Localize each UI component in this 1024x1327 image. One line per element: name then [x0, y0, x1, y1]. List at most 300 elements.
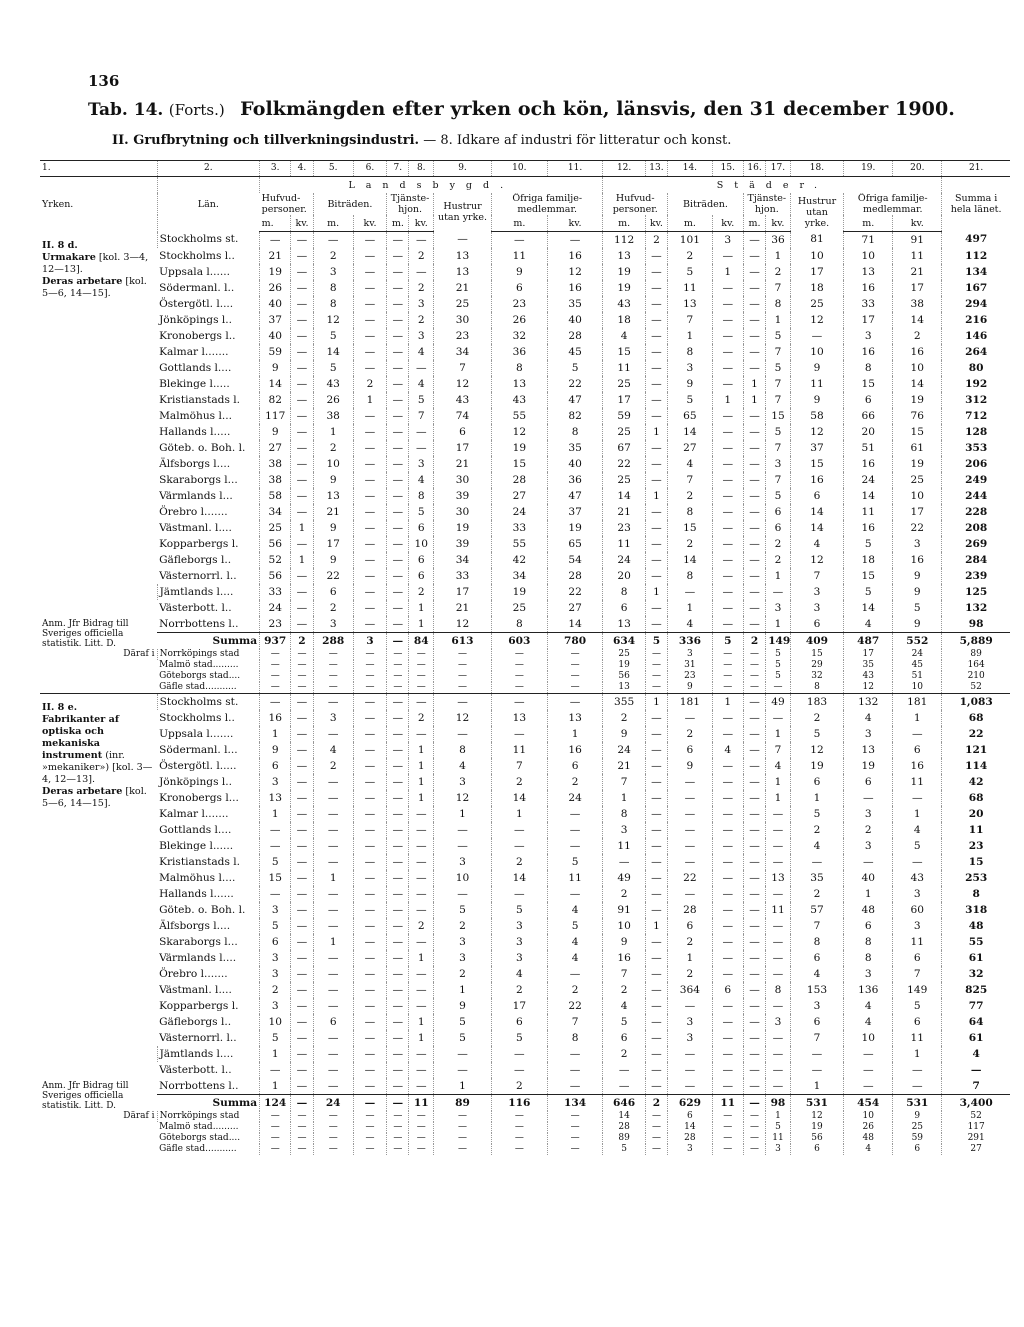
- cell-value: 4: [790, 966, 844, 982]
- cell-value: 291: [942, 1133, 1010, 1144]
- cell-value: —: [353, 998, 386, 1014]
- cell-value: 6: [766, 520, 791, 536]
- cell-value: 1: [260, 726, 291, 742]
- cell-value: —: [387, 1014, 409, 1030]
- stader-hufvudpersoner-header: Hufvud-personer.: [603, 193, 668, 215]
- cell-value: —: [547, 660, 603, 671]
- cell-value: —: [712, 1144, 743, 1155]
- cell-value: 34: [434, 552, 492, 568]
- header-m: m.: [668, 215, 713, 232]
- cell-value: —: [668, 854, 713, 870]
- cell-value: 17: [603, 392, 645, 408]
- cell-value: 12: [790, 552, 844, 568]
- cell-value: 8: [790, 934, 844, 950]
- cell-value: —: [645, 966, 667, 982]
- city-name: Norrköpings stad: [157, 649, 260, 660]
- cell-value: 49: [766, 694, 791, 711]
- cell-value: —: [547, 671, 603, 682]
- cell-value: —: [645, 854, 667, 870]
- cell-value: —: [645, 806, 667, 822]
- cell-value: 6: [790, 616, 844, 633]
- cell-value: —: [434, 1122, 492, 1133]
- cell-value: —: [645, 1062, 667, 1078]
- table-row: [40, 520, 1010, 536]
- cell-value: —: [434, 838, 492, 854]
- column-number-row: [40, 161, 1010, 177]
- cell-value: 3: [260, 998, 291, 1014]
- cell-value: —: [291, 1046, 313, 1062]
- cell-value: 11: [942, 822, 1010, 838]
- cell-value: —: [743, 504, 765, 520]
- cell-value: 7: [766, 440, 791, 456]
- cell-value: 1,083: [942, 694, 1010, 711]
- cell-value: —: [743, 1144, 765, 1155]
- cell-value: 28: [547, 328, 603, 344]
- cell-value: 3: [313, 710, 353, 726]
- cell-value: 2: [313, 248, 353, 264]
- cell-value: —: [743, 616, 765, 633]
- cell-value: 9: [313, 552, 353, 568]
- cell-value: 15: [491, 456, 547, 472]
- cell-value: —: [260, 694, 291, 711]
- subtitle-rest: — 8. Idkare af industri för litteratur och konst.: [419, 133, 732, 148]
- cell-value: —: [645, 616, 667, 633]
- cell-value: 114: [942, 758, 1010, 774]
- daraf-row: [40, 1122, 1010, 1133]
- cell-value: 21: [434, 600, 492, 616]
- cell-value: 14: [893, 312, 942, 328]
- cell-value: 21: [260, 248, 291, 264]
- table-row: [40, 328, 1010, 344]
- cell-value: —: [260, 671, 291, 682]
- cell-value: —: [387, 1133, 409, 1144]
- cell-value: 14: [668, 1122, 713, 1133]
- cell-value: 27: [491, 488, 547, 504]
- cell-value: —: [409, 966, 434, 982]
- cell-value: —: [353, 536, 386, 552]
- cell-value: 22: [547, 584, 603, 600]
- cell-value: —: [547, 1144, 603, 1155]
- cell-value: —: [712, 536, 743, 552]
- lan-name: Gottlands l....: [159, 361, 232, 374]
- cell-value: —: [743, 472, 765, 488]
- cell-value: —: [291, 726, 313, 742]
- cell-value: —: [353, 1014, 386, 1030]
- column-number: 13.: [645, 161, 667, 177]
- cell-value: —: [353, 1046, 386, 1062]
- cell-value: 5: [766, 649, 791, 660]
- cell-value: —: [766, 1062, 791, 1078]
- cell-value: 43: [491, 392, 547, 408]
- cell-value: 1: [893, 710, 942, 726]
- cell-value: —: [547, 1111, 603, 1122]
- cell-value: —: [645, 520, 667, 536]
- cell-value: —: [712, 886, 743, 902]
- cell-value: 2: [668, 248, 713, 264]
- cell-value: —: [712, 424, 743, 440]
- cell-value: 3: [893, 918, 942, 934]
- summa-value: 634: [603, 633, 645, 650]
- cell-value: 47: [547, 392, 603, 408]
- cell-value: —: [645, 838, 667, 854]
- cell-value: —: [291, 440, 313, 456]
- cell-value: —: [387, 1046, 409, 1062]
- cell-value: 23: [603, 520, 645, 536]
- cell-value: —: [409, 682, 434, 694]
- cell-value: —: [547, 649, 603, 660]
- cell-value: 3: [790, 584, 844, 600]
- cell-value: 146: [942, 328, 1010, 344]
- cell-value: —: [291, 472, 313, 488]
- cell-value: 2: [409, 918, 434, 934]
- cell-value: 13: [766, 870, 791, 886]
- lan-name: Kalmar l.......: [159, 807, 229, 820]
- summa-value: 3,400: [942, 1095, 1010, 1112]
- cell-value: —: [409, 232, 434, 249]
- lan-name: Hallands l......: [159, 887, 234, 900]
- cell-value: 19: [547, 520, 603, 536]
- cell-value: 16: [893, 758, 942, 774]
- cell-value: 67: [603, 440, 645, 456]
- cell-value: 21: [434, 456, 492, 472]
- table-row: [40, 806, 1010, 822]
- cell-value: 10: [790, 344, 844, 360]
- cell-value: —: [353, 408, 386, 424]
- statistics-table: [40, 160, 1010, 1155]
- cell-value: —: [712, 774, 743, 790]
- cell-value: 5: [844, 536, 893, 552]
- section-subtitle-columns: [kol. 5—6, 14—15].: [42, 786, 147, 809]
- daraf-label: Däraf i: [123, 1111, 155, 1121]
- cell-value: —: [743, 682, 765, 694]
- cell-value: 51: [844, 440, 893, 456]
- cell-value: —: [743, 360, 765, 376]
- table-row: [40, 1062, 1010, 1078]
- cell-value: —: [712, 472, 743, 488]
- cell-value: 14: [790, 520, 844, 536]
- cell-value: 125: [942, 584, 1010, 600]
- cell-value: —: [291, 918, 313, 934]
- header-m: m.: [844, 215, 893, 232]
- cell-value: —: [313, 950, 353, 966]
- cell-value: 149: [893, 982, 942, 998]
- cell-value: —: [291, 296, 313, 312]
- cell-value: —: [260, 1133, 291, 1144]
- section-subtitle: [42, 786, 155, 810]
- cell-value: —: [434, 1111, 492, 1122]
- cell-value: —: [434, 649, 492, 660]
- cell-value: 16: [260, 710, 291, 726]
- cell-value: 15: [766, 408, 791, 424]
- table-row: [40, 616, 1010, 633]
- cell-value: 25: [893, 472, 942, 488]
- cell-value: 39: [434, 488, 492, 504]
- daraf-row: [40, 1111, 1010, 1122]
- cell-value: —: [291, 998, 313, 1014]
- cell-value: —: [712, 726, 743, 742]
- summa-value: 116: [491, 1095, 547, 1112]
- cell-value: —: [743, 1122, 765, 1133]
- cell-value: 1: [434, 1078, 492, 1095]
- table-row: [40, 600, 1010, 616]
- cell-value: —: [712, 758, 743, 774]
- cell-value: 6: [893, 1144, 942, 1155]
- cell-value: 19: [434, 520, 492, 536]
- cell-value: —: [645, 408, 667, 424]
- cell-value: —: [645, 376, 667, 392]
- cell-value: —: [260, 682, 291, 694]
- cell-value: —: [291, 982, 313, 998]
- cell-value: 5: [491, 1030, 547, 1046]
- cell-value: —: [491, 838, 547, 854]
- cell-value: 5: [893, 998, 942, 1014]
- cell-value: —: [313, 682, 353, 694]
- cell-value: —: [668, 998, 713, 1014]
- cell-value: —: [434, 1133, 492, 1144]
- cell-value: 3: [260, 950, 291, 966]
- cell-value: —: [743, 568, 765, 584]
- cell-value: —: [712, 296, 743, 312]
- summa-value: 646: [603, 1095, 645, 1112]
- cell-value: 7: [434, 360, 492, 376]
- cell-value: 36: [766, 232, 791, 249]
- header-summa: Summa i hela länet.: [942, 177, 1010, 232]
- cell-value: 1: [409, 1014, 434, 1030]
- table-row: [40, 360, 1010, 376]
- lan-name: Malmöhus l...: [159, 409, 232, 422]
- cell-value: —: [313, 671, 353, 682]
- cell-value: —: [743, 536, 765, 552]
- cell-value: 2: [409, 584, 434, 600]
- cell-value: —: [313, 726, 353, 742]
- cell-value: 5: [766, 660, 791, 671]
- cell-value: —: [743, 456, 765, 472]
- cell-value: 9: [668, 682, 713, 694]
- cell-value: —: [645, 248, 667, 264]
- cell-value: —: [387, 552, 409, 568]
- cell-value: —: [353, 584, 386, 600]
- cell-value: —: [313, 660, 353, 671]
- cell-value: —: [409, 822, 434, 838]
- cell-value: 59: [260, 344, 291, 360]
- cell-value: —: [712, 822, 743, 838]
- cell-value: 14: [491, 870, 547, 886]
- cell-value: 6: [491, 1014, 547, 1030]
- cell-value: —: [313, 1144, 353, 1155]
- cell-value: 136: [844, 982, 893, 998]
- summa-value: 149: [766, 633, 791, 650]
- cell-value: —: [712, 902, 743, 918]
- cell-value: 101: [668, 232, 713, 249]
- table-row: [40, 838, 1010, 854]
- cell-value: 9: [790, 392, 844, 408]
- cell-value: —: [743, 854, 765, 870]
- lan-name: Jönköpings l..: [159, 775, 233, 788]
- cell-value: —: [291, 966, 313, 982]
- cell-value: 6: [893, 950, 942, 966]
- cell-value: 11: [491, 248, 547, 264]
- cell-value: —: [353, 1122, 386, 1133]
- cell-value: 3: [668, 1014, 713, 1030]
- section-id: II. 8 e.: [42, 702, 78, 713]
- section-subtitle: [42, 276, 155, 300]
- cell-value: 8: [547, 1030, 603, 1046]
- summa-value: 336: [668, 633, 713, 650]
- cell-value: 51: [893, 671, 942, 682]
- cell-value: 5: [547, 360, 603, 376]
- summa-value: —: [353, 1095, 386, 1112]
- cell-value: 8: [491, 616, 547, 633]
- cell-value: —: [313, 822, 353, 838]
- cell-value: 132: [844, 694, 893, 711]
- table-row: [40, 1078, 1010, 1095]
- cell-value: —: [291, 710, 313, 726]
- cell-value: —: [387, 1111, 409, 1122]
- cell-value: —: [353, 649, 386, 660]
- cell-value: 17: [893, 280, 942, 296]
- cell-value: 3: [434, 950, 492, 966]
- cell-value: —: [409, 886, 434, 902]
- cell-value: —: [291, 504, 313, 520]
- cell-value: —: [409, 998, 434, 1014]
- cell-value: 23: [668, 671, 713, 682]
- cell-value: 2: [766, 552, 791, 568]
- cell-value: 8: [313, 280, 353, 296]
- table-row: [40, 232, 1010, 249]
- cell-value: 7: [766, 742, 791, 758]
- cell-value: 32: [942, 966, 1010, 982]
- cell-value: 134: [942, 264, 1010, 280]
- cell-value: 27: [668, 440, 713, 456]
- cell-value: 1: [434, 982, 492, 998]
- cell-value: —: [743, 671, 765, 682]
- cell-value: 1: [409, 600, 434, 616]
- cell-value: 17: [844, 649, 893, 660]
- city-name: Gäfle stad...........: [159, 1144, 237, 1154]
- cell-value: —: [291, 1122, 313, 1133]
- cell-value: —: [491, 694, 547, 711]
- cell-value: —: [645, 296, 667, 312]
- cell-value: —: [743, 264, 765, 280]
- cell-value: 4: [547, 902, 603, 918]
- table-row: [40, 742, 1010, 758]
- cell-value: —: [387, 616, 409, 633]
- cell-value: 43: [313, 376, 353, 392]
- table-row: [40, 552, 1010, 568]
- summa-value: 937: [260, 633, 291, 650]
- cell-value: 98: [942, 616, 1010, 633]
- cell-value: 28: [668, 902, 713, 918]
- cell-value: 1: [893, 1046, 942, 1062]
- landsbygd-tjanstehjon-header: Tjänste-hjon.: [387, 193, 434, 215]
- cell-value: 1: [547, 726, 603, 742]
- cell-value: 16: [547, 742, 603, 758]
- cell-value: 6: [712, 982, 743, 998]
- cell-value: 33: [844, 296, 893, 312]
- cell-value: 3: [844, 726, 893, 742]
- cell-value: —: [547, 232, 603, 249]
- cell-value: 22: [603, 456, 645, 472]
- cell-value: 14: [893, 376, 942, 392]
- cell-value: 7: [766, 472, 791, 488]
- cell-value: 1: [313, 424, 353, 440]
- cell-value: —: [645, 1030, 667, 1046]
- city-name: Malmö stad.........: [159, 1122, 239, 1132]
- cell-value: —: [409, 982, 434, 998]
- landsbygd-hufvudpersoner-header: Hufvud-personer.: [261, 193, 307, 215]
- cell-value: —: [387, 344, 409, 360]
- cell-value: 8: [603, 584, 645, 600]
- cell-value: —: [291, 671, 313, 682]
- cell-value: 27: [260, 440, 291, 456]
- cell-value: 36: [547, 472, 603, 488]
- summa-label: Summa: [157, 1095, 260, 1112]
- cell-value: —: [353, 742, 386, 758]
- cell-value: 22: [547, 998, 603, 1014]
- cell-value: —: [353, 902, 386, 918]
- table-row: [40, 822, 1010, 838]
- lan-name: Stockholms st.: [157, 232, 260, 249]
- cell-value: 2: [434, 966, 492, 982]
- cell-value: 228: [942, 504, 1010, 520]
- header-m: m.: [260, 215, 291, 232]
- cell-value: 1: [409, 950, 434, 966]
- header-stader: Städer.: [603, 177, 942, 194]
- cell-value: —: [743, 1062, 765, 1078]
- cell-value: 1: [260, 806, 291, 822]
- cell-value: 13: [668, 296, 713, 312]
- cell-value: 68: [942, 790, 1010, 806]
- table-row: [40, 424, 1010, 440]
- cell-value: 55: [491, 536, 547, 552]
- cell-value: 2: [409, 248, 434, 264]
- cell-value: 38: [260, 472, 291, 488]
- cell-value: —: [491, 682, 547, 694]
- cell-value: 28: [491, 472, 547, 488]
- cell-value: —: [387, 1030, 409, 1046]
- cell-value: 11: [547, 870, 603, 886]
- lan-name: Skaraborgs l...: [159, 473, 238, 486]
- cell-value: 14: [603, 488, 645, 504]
- cell-value: —: [313, 694, 353, 711]
- cell-value: —: [387, 934, 409, 950]
- cell-value: —: [712, 966, 743, 982]
- cell-value: 5: [313, 328, 353, 344]
- cell-value: —: [291, 694, 313, 711]
- cell-value: 4: [790, 536, 844, 552]
- cell-value: —: [743, 870, 765, 886]
- cell-value: —: [434, 726, 492, 742]
- cell-value: —: [645, 344, 667, 360]
- table-row: [40, 392, 1010, 408]
- cell-value: —: [743, 520, 765, 536]
- cell-value: —: [766, 584, 791, 600]
- cell-value: 7: [766, 376, 791, 392]
- table-row: [40, 296, 1010, 312]
- table-row: [40, 982, 1010, 998]
- cell-value: 5: [409, 392, 434, 408]
- cell-value: 8: [790, 682, 844, 694]
- cell-value: 1: [712, 694, 743, 711]
- cell-value: 1: [353, 392, 386, 408]
- header-m: m.: [491, 215, 547, 232]
- header-kv: kv.: [409, 215, 434, 232]
- summa-value: 89: [434, 1095, 492, 1112]
- cell-value: 65: [547, 536, 603, 552]
- cell-value: —: [893, 726, 942, 742]
- cell-value: —: [743, 1030, 765, 1046]
- cell-value: —: [712, 950, 743, 966]
